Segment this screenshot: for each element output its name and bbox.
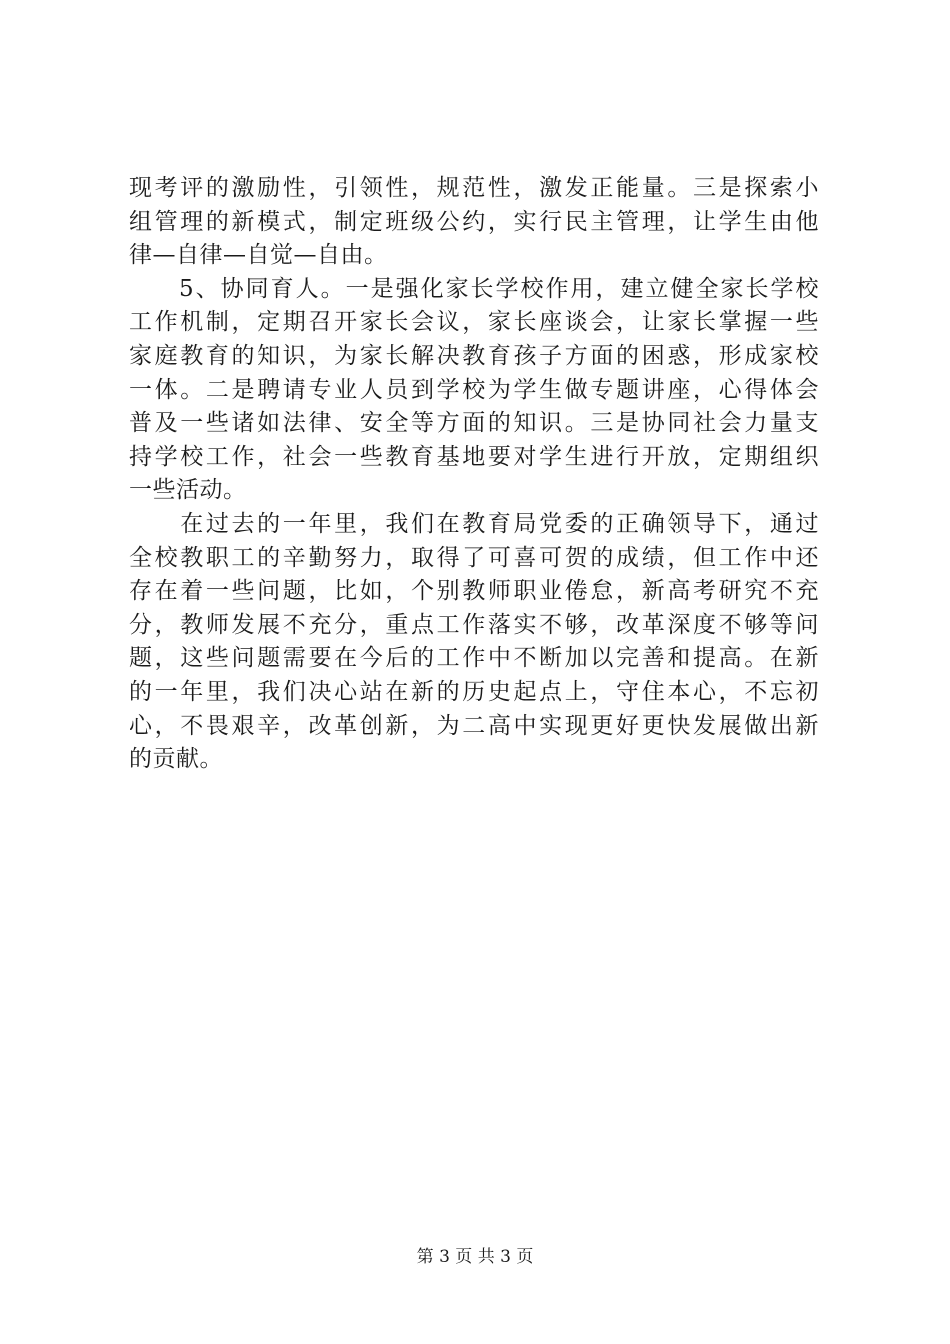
text-line: 的一年里，我们决心站在新的历史起点上，守住本心，不忘初	[129, 678, 819, 705]
text-line: 题，这些问题需要在今后的工作中不断加以完善和提高。在新	[129, 645, 819, 672]
text-line: 家庭教育的知识，为家长解决教育孩子方面的困惑，形成家校	[129, 342, 819, 369]
paragraph-3	[129, 508, 819, 777]
text-line: 组管理的新模式，制定班级公约，实行民主管理，让学生由他	[129, 208, 819, 235]
paragraph-1	[129, 172, 819, 273]
text-line: 心，不畏艰辛，改革创新，为二高中实现更好更快发展做出新	[129, 712, 819, 739]
page-footer	[0, 1242, 950, 1267]
text-line: 持学校工作，社会一些教育基地要对学生进行开放，定期组织	[129, 443, 819, 470]
text-line: 律—自律—自觉—自由。	[129, 242, 388, 269]
text-line: 存在着一些问题，比如，个别教师职业倦怠，新高考研究不充	[129, 578, 819, 605]
text-line: 一体。二是聘请专业人员到学校为学生做专题讲座，心得体会	[129, 376, 819, 403]
page-number-label: 第 3 页 共 3 页	[416, 1247, 534, 1267]
document-body	[129, 172, 819, 777]
text-line: 全校教职工的辛勤努力，取得了可喜可贺的成绩，但工作中还	[129, 544, 819, 571]
text-line: 5、协同育人。一是强化家长学校作用，建立健全家长学校	[129, 275, 819, 302]
text-line: 一些活动。	[129, 477, 247, 504]
text-line: 普及一些诸如法律、安全等方面的知识。三是协同社会力量支	[129, 410, 819, 437]
text-line: 分，教师发展不充分，重点工作落实不够，改革深度不够等问	[129, 611, 819, 638]
text-line: 现考评的激励性，引领性，规范性，激发正能量。三是探索小	[129, 175, 819, 201]
text-line: 工作机制，定期召开家长会议，家长座谈会，让家长掌握一些	[129, 309, 819, 336]
paragraph-2	[129, 273, 819, 508]
text-line: 的贡献。	[129, 746, 223, 773]
text-line: 在过去的一年里，我们在教育局党委的正确领导下，通过	[129, 510, 819, 537]
